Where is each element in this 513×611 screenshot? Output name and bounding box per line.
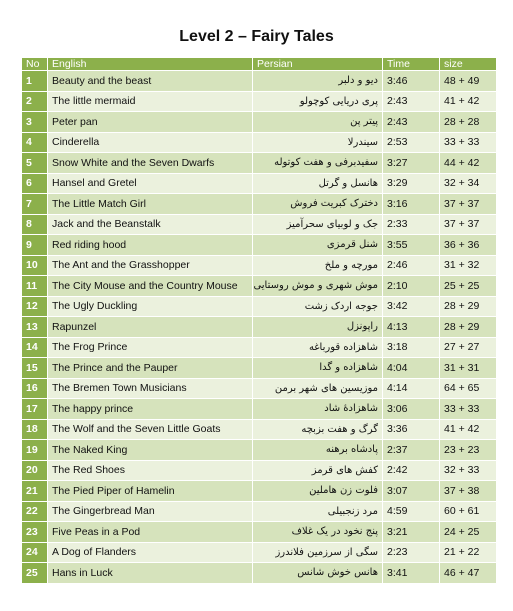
size-cell: 25 + 25 [440, 276, 497, 297]
row-number-cell: 22 [22, 501, 48, 522]
table-row [22, 460, 497, 481]
time-cell: 2:37 [383, 440, 440, 461]
english-title-cell: Beauty and the beast [48, 71, 253, 92]
persian-title-cell: هانسل و گرتل [253, 173, 383, 194]
time-cell: 2:43 [383, 91, 440, 112]
table-row [22, 296, 497, 317]
persian-title-cell: کفش های قرمز [253, 460, 383, 481]
english-title-cell: The Red Shoes [48, 460, 253, 481]
size-cell: 32 + 34 [440, 173, 497, 194]
english-title-cell: Snow White and the Seven Dwarfs [48, 153, 253, 174]
persian-title-cell: سیندرلا [253, 132, 383, 153]
table-row [22, 337, 497, 358]
size-cell: 31 + 31 [440, 358, 497, 379]
english-title-cell: Five Peas in a Pod [48, 522, 253, 543]
header-size: size [440, 58, 497, 71]
row-number-cell: 15 [22, 358, 48, 379]
persian-title-cell: پیتر پن [253, 112, 383, 133]
persian-title-cell: راپونزل [253, 317, 383, 338]
row-number-cell: 2 [22, 91, 48, 112]
persian-title-cell: مورچه و ملخ [253, 255, 383, 276]
row-number-cell: 13 [22, 317, 48, 338]
time-cell: 4:04 [383, 358, 440, 379]
header-time: Time [383, 58, 440, 71]
time-cell: 3:16 [383, 194, 440, 215]
persian-title-cell: دیو و دلبر [253, 71, 383, 92]
time-cell: 4:14 [383, 378, 440, 399]
persian-title-cell: سگی از سرزمین فلاندرز [253, 542, 383, 563]
persian-title-cell: پادشاه برهنه [253, 440, 383, 461]
row-number-cell: 12 [22, 296, 48, 317]
time-cell: 2:46 [383, 255, 440, 276]
time-cell: 3:29 [383, 173, 440, 194]
table-row [22, 501, 497, 522]
size-cell: 31 + 32 [440, 255, 497, 276]
persian-title-cell: سفیدبرفی و هفت کوتوله [253, 153, 383, 174]
size-cell: 23 + 23 [440, 440, 497, 461]
persian-title-cell: موش شهری و موش روستایی [253, 276, 383, 297]
row-number-cell: 8 [22, 214, 48, 235]
persian-title-cell: موزیسین های شهر برمن [253, 378, 383, 399]
page-title: Level 2 – Fairy Tales [179, 28, 334, 45]
size-cell: 28 + 29 [440, 296, 497, 317]
header-english: English [48, 58, 253, 71]
english-title-cell: Jack and the Beanstalk [48, 214, 253, 235]
size-cell: 33 + 33 [440, 132, 497, 153]
table-row [22, 542, 497, 563]
time-cell: 2:10 [383, 276, 440, 297]
row-number-cell: 6 [22, 173, 48, 194]
size-cell: 21 + 22 [440, 542, 497, 563]
english-title-cell: The City Mouse and the Country Mouse [48, 276, 253, 297]
row-number-cell: 20 [22, 460, 48, 481]
time-cell: 3:42 [383, 296, 440, 317]
size-cell: 37 + 38 [440, 481, 497, 502]
english-title-cell: Cinderella [48, 132, 253, 153]
table-row [22, 399, 497, 420]
table-header-row [22, 58, 497, 71]
table-row [22, 563, 497, 584]
size-cell: 36 + 36 [440, 235, 497, 256]
persian-title-cell: شنل قرمزی [253, 235, 383, 256]
persian-title-cell: فلوت زن هاملین [253, 481, 383, 502]
row-number-cell: 9 [22, 235, 48, 256]
row-number-cell: 21 [22, 481, 48, 502]
stories-table [21, 57, 497, 584]
size-cell: 41 + 42 [440, 91, 497, 112]
row-number-cell: 16 [22, 378, 48, 399]
table-row [22, 378, 497, 399]
english-title-cell: Rapunzel [48, 317, 253, 338]
table-row [22, 255, 497, 276]
time-cell: 3:46 [383, 71, 440, 92]
time-cell: 3:36 [383, 419, 440, 440]
size-cell: 44 + 42 [440, 153, 497, 174]
row-number-cell: 19 [22, 440, 48, 461]
size-cell: 32 + 33 [440, 460, 497, 481]
time-cell: 4:13 [383, 317, 440, 338]
row-number-cell: 25 [22, 563, 48, 584]
size-cell: 28 + 28 [440, 112, 497, 133]
size-cell: 28 + 29 [440, 317, 497, 338]
persian-title-cell: جوجه اردک زشت [253, 296, 383, 317]
time-cell: 3:07 [383, 481, 440, 502]
table-row [22, 71, 497, 92]
persian-title-cell: مرد زنجبیلی [253, 501, 383, 522]
english-title-cell: Red riding hood [48, 235, 253, 256]
english-title-cell: Hansel and Gretel [48, 173, 253, 194]
size-cell: 37 + 37 [440, 194, 497, 215]
row-number-cell: 5 [22, 153, 48, 174]
header-persian: Persian [253, 58, 383, 71]
row-number-cell: 24 [22, 542, 48, 563]
time-cell: 2:53 [383, 132, 440, 153]
size-cell: 48 + 49 [440, 71, 497, 92]
english-title-cell: The Frog Prince [48, 337, 253, 358]
english-title-cell: The Bremen Town Musicians [48, 378, 253, 399]
table-row [22, 194, 497, 215]
time-cell: 2:42 [383, 460, 440, 481]
time-cell: 2:23 [383, 542, 440, 563]
persian-title-cell: شاهزاده قورباغه [253, 337, 383, 358]
table-row [22, 522, 497, 543]
row-number-cell: 4 [22, 132, 48, 153]
time-cell: 2:33 [383, 214, 440, 235]
english-title-cell: The Prince and the Pauper [48, 358, 253, 379]
table-row [22, 419, 497, 440]
row-number-cell: 23 [22, 522, 48, 543]
english-title-cell: The Ant and the Grasshopper [48, 255, 253, 276]
persian-title-cell: پری دریایی کوچولو [253, 91, 383, 112]
table-row [22, 440, 497, 461]
row-number-cell: 18 [22, 419, 48, 440]
english-title-cell: The Gingerbread Man [48, 501, 253, 522]
size-cell: 46 + 47 [440, 563, 497, 584]
persian-title-cell: شاهزادهٔ شاد [253, 399, 383, 420]
row-number-cell: 17 [22, 399, 48, 420]
persian-title-cell: هانس خوش شانس [253, 563, 383, 584]
row-number-cell: 3 [22, 112, 48, 133]
table-row [22, 317, 497, 338]
english-title-cell: Peter pan [48, 112, 253, 133]
table-row [22, 358, 497, 379]
time-cell: 4:59 [383, 501, 440, 522]
header-no: No [22, 58, 48, 71]
time-cell: 2:43 [383, 112, 440, 133]
english-title-cell: The Ugly Duckling [48, 296, 253, 317]
size-cell: 37 + 37 [440, 214, 497, 235]
time-cell: 3:55 [383, 235, 440, 256]
table-body [22, 71, 497, 584]
row-number-cell: 1 [22, 71, 48, 92]
row-number-cell: 11 [22, 276, 48, 297]
table-row [22, 276, 497, 297]
row-number-cell: 14 [22, 337, 48, 358]
english-title-cell: The Little Match Girl [48, 194, 253, 215]
table-row [22, 173, 497, 194]
time-cell: 3:27 [383, 153, 440, 174]
time-cell: 3:41 [383, 563, 440, 584]
english-title-cell: The Pied Piper of Hamelin [48, 481, 253, 502]
english-title-cell: The Wolf and the Seven Little Goats [48, 419, 253, 440]
size-cell: 64 + 65 [440, 378, 497, 399]
english-title-cell: The happy prince [48, 399, 253, 420]
size-cell: 60 + 61 [440, 501, 497, 522]
table-row [22, 153, 497, 174]
time-cell: 3:18 [383, 337, 440, 358]
size-cell: 33 + 33 [440, 399, 497, 420]
table-row [22, 481, 497, 502]
english-title-cell: Hans in Luck [48, 563, 253, 584]
size-cell: 27 + 27 [440, 337, 497, 358]
table-row [22, 132, 497, 153]
row-number-cell: 7 [22, 194, 48, 215]
persian-title-cell: گرگ و هفت بزبچه [253, 419, 383, 440]
table-row [22, 214, 497, 235]
table-row [22, 91, 497, 112]
size-cell: 41 + 42 [440, 419, 497, 440]
persian-title-cell: شاهزاده و گدا [253, 358, 383, 379]
table-row [22, 235, 497, 256]
persian-title-cell: جک و لوبیای سحرآمیز [253, 214, 383, 235]
time-cell: 3:06 [383, 399, 440, 420]
english-title-cell: A Dog of Flanders [48, 542, 253, 563]
persian-title-cell: دخترک کبریت فروش [253, 194, 383, 215]
row-number-cell: 10 [22, 255, 48, 276]
size-cell: 24 + 25 [440, 522, 497, 543]
english-title-cell: The little mermaid [48, 91, 253, 112]
time-cell: 3:21 [383, 522, 440, 543]
english-title-cell: The Naked King [48, 440, 253, 461]
persian-title-cell: پنج نخود در یک غلاف [253, 522, 383, 543]
table-row [22, 112, 497, 133]
